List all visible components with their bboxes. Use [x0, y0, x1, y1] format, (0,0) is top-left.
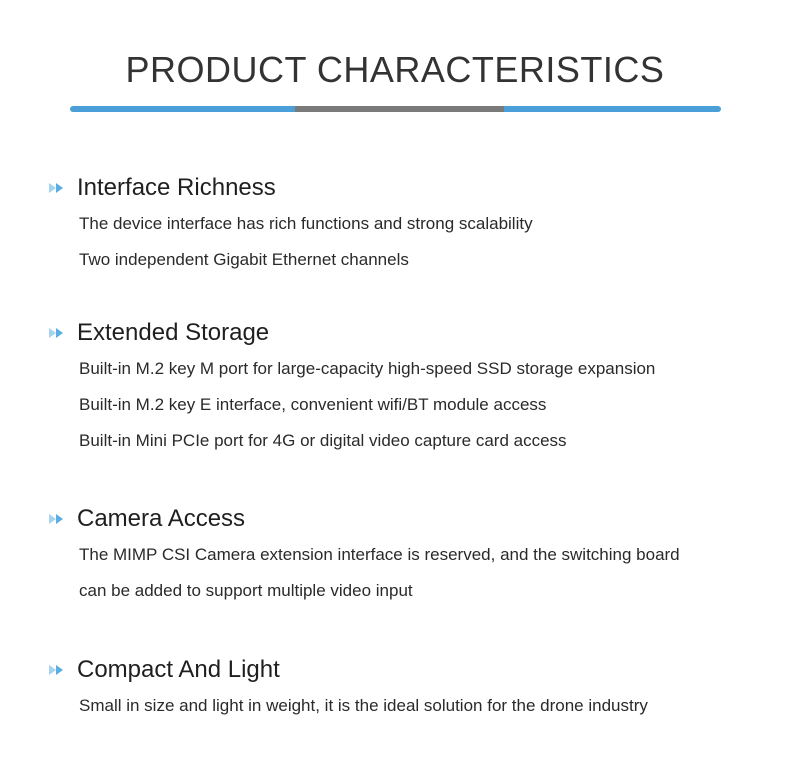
feature-line: Built-in M.2 key M port for large-capacity high-speed SSD storage expansion: [79, 359, 656, 378]
feature-line: The MIMP CSI Camera extension interface is reserved, and the switching board: [79, 545, 680, 564]
divider-segment-left: [70, 106, 295, 112]
double-arrow-right-icon: [48, 182, 66, 194]
divider-segment-right: [504, 106, 721, 112]
section-camera-access: [48, 501, 748, 609]
section-title: Extended Storage: [77, 319, 270, 346]
feature-line: The device interface has rich functions and strong scalability: [79, 214, 533, 233]
section-interface-richness: [48, 170, 748, 278]
feature-line: Small in size and light in weight, it is the ideal solution for the drone industry: [79, 696, 648, 715]
double-arrow-right-icon: [48, 513, 66, 525]
divider-segment-middle: [295, 106, 504, 112]
section-compact-and-light: [48, 652, 748, 724]
section-lines: [48, 351, 748, 459]
section-header: [48, 315, 748, 351]
section-lines: [48, 206, 748, 278]
section-lines: [48, 537, 748, 609]
section-lines: [48, 688, 748, 724]
double-arrow-right-icon: [48, 664, 66, 676]
section-extended-storage: [48, 315, 748, 459]
feature-line: Built-in M.2 key E interface, convenient wifi/BT module access: [79, 395, 547, 414]
feature-line: Two independent Gigabit Ethernet channels: [79, 250, 409, 269]
section-title: Compact And Light: [77, 656, 280, 683]
section-header: [48, 652, 748, 688]
section-header: [48, 170, 748, 206]
double-arrow-right-icon: [48, 327, 66, 339]
section-title: Camera Access: [77, 505, 246, 532]
title-divider: [70, 106, 721, 112]
section-header: [48, 501, 748, 537]
section-title: Interface Richness: [77, 174, 276, 201]
feature-line: can be added to support multiple video input: [79, 581, 413, 600]
feature-line: Built-in Mini PCIe port for 4G or digital video capture card access: [79, 431, 567, 450]
page-title: PRODUCT CHARACTERISTICS: [125, 49, 665, 90]
